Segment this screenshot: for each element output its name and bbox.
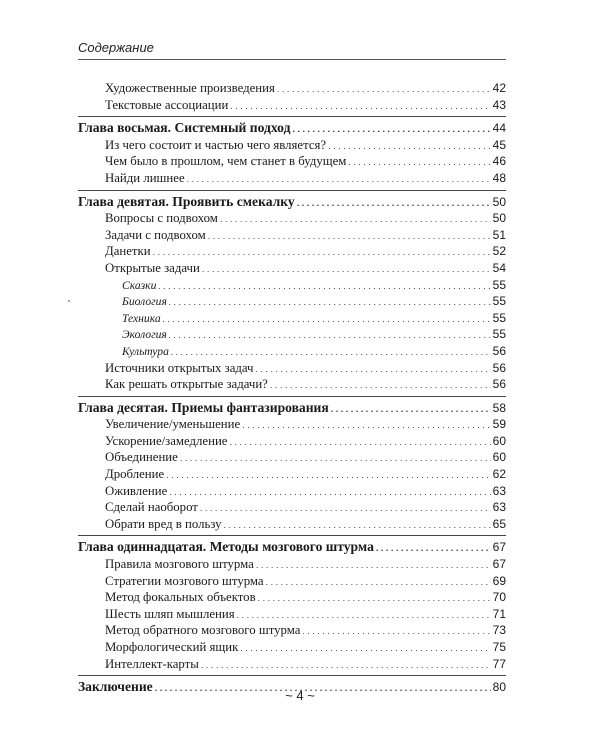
toc-entry-page: 56 bbox=[492, 377, 506, 392]
toc-entry-title: Обрати вред в пользу bbox=[105, 516, 222, 531]
toc-entry-page: 44 bbox=[492, 121, 506, 136]
dot-leader bbox=[237, 607, 491, 624]
toc-entry-title: Глава десятая. Приемы фантазирования bbox=[78, 399, 329, 415]
dot-leader bbox=[230, 98, 490, 115]
dot-leader bbox=[297, 195, 491, 213]
dot-leader bbox=[255, 361, 490, 378]
dot-leader bbox=[331, 401, 491, 419]
dot-leader bbox=[242, 417, 490, 434]
toc-entry-title: Заключение bbox=[78, 679, 153, 695]
dot-leader bbox=[166, 467, 490, 484]
toc-entry[interactable] bbox=[78, 376, 506, 393]
dot-leader bbox=[220, 211, 491, 228]
toc-chapter-entry[interactable] bbox=[78, 538, 506, 556]
toc-section bbox=[78, 535, 506, 672]
toc-entry-title: Сказки bbox=[122, 278, 157, 292]
toc-entry[interactable] bbox=[78, 326, 506, 343]
toc-entry-title: Текстовые ассоциации bbox=[105, 97, 229, 112]
toc-entry-page: 43 bbox=[492, 97, 506, 112]
toc-entry[interactable] bbox=[78, 639, 506, 656]
toc-entry-title: Увеличение/уменьшение bbox=[105, 417, 241, 432]
toc-entry-title: Как решать открытые задачи? bbox=[105, 377, 268, 392]
toc-entry-page: 55 bbox=[492, 310, 506, 325]
toc-entry[interactable] bbox=[78, 243, 506, 260]
toc-entry[interactable] bbox=[78, 153, 506, 170]
toc-entry-title: Метод фокальных объектов bbox=[105, 590, 256, 605]
toc-entry[interactable] bbox=[78, 433, 506, 450]
toc-entry-page: 56 bbox=[492, 360, 506, 375]
toc-entry-page: 77 bbox=[492, 656, 506, 671]
dot-leader bbox=[328, 138, 491, 155]
dot-leader bbox=[200, 500, 491, 517]
dot-leader bbox=[158, 278, 490, 295]
toc-entry-title: Глава девятая. Проявить смекалку bbox=[78, 193, 295, 209]
toc-entry-page: 54 bbox=[492, 260, 506, 275]
toc-entry-title: Объединение bbox=[105, 450, 178, 465]
dot-leader bbox=[224, 517, 491, 534]
toc-entry-title: Оживление bbox=[105, 483, 168, 498]
toc-entry-page: 55 bbox=[492, 327, 506, 342]
toc-entry[interactable] bbox=[78, 622, 506, 639]
toc-entry-title: Дробление bbox=[105, 467, 165, 482]
toc-entry-page: 65 bbox=[492, 516, 506, 531]
toc-entry-title: Техника bbox=[122, 311, 161, 325]
toc-chapter-entry[interactable] bbox=[78, 193, 506, 211]
toc-entry-page: 55 bbox=[492, 277, 506, 292]
toc-entry-title: Метод обратного мозгового штурма bbox=[105, 623, 301, 638]
toc-entry-page: 71 bbox=[492, 606, 506, 621]
toc-entry-page: 67 bbox=[492, 540, 506, 555]
toc-entry-title: Из чего состоит и частью чего является? bbox=[105, 137, 327, 152]
toc-entry-page: 48 bbox=[492, 170, 506, 185]
toc-entry-title: Глава одиннадцатая. Методы мозгового штурма bbox=[78, 539, 374, 555]
dot-leader bbox=[169, 327, 491, 344]
toc-entry[interactable] bbox=[78, 170, 506, 187]
toc-entry[interactable] bbox=[78, 466, 506, 483]
toc-entry-title: Шесть шляп мышления bbox=[105, 606, 235, 621]
toc-entry-title: Найди лишнее bbox=[105, 170, 185, 185]
dot-leader bbox=[302, 623, 490, 640]
dot-leader bbox=[240, 640, 490, 657]
toc-section bbox=[78, 396, 506, 533]
scan-speck bbox=[68, 300, 70, 302]
toc-entry[interactable] bbox=[78, 556, 506, 573]
dot-leader bbox=[208, 228, 491, 245]
toc-entry-page: 50 bbox=[492, 194, 506, 209]
dot-leader bbox=[201, 657, 491, 674]
dot-leader bbox=[348, 154, 490, 171]
toc-entry-page: 58 bbox=[492, 400, 506, 415]
toc-entry-page: 52 bbox=[492, 244, 506, 259]
toc-entry-page: 69 bbox=[492, 573, 506, 588]
page-number: ~ 4 ~ bbox=[285, 688, 315, 703]
toc-entry-title: Стратегии мозгового штурма bbox=[105, 573, 264, 588]
toc-entry-title: Экология bbox=[122, 328, 167, 342]
toc-entry-title: Глава восьмая. Системный подход bbox=[78, 120, 291, 136]
toc-entry-title: Источники открытых задач bbox=[105, 360, 254, 375]
toc-entry-title: Биология bbox=[122, 295, 167, 309]
toc-entry-title: Вопросы с подвохом bbox=[105, 211, 218, 226]
toc-entry-title: Художественные произведения bbox=[105, 81, 275, 95]
toc-entry-page: 46 bbox=[492, 154, 506, 169]
dot-leader bbox=[277, 81, 491, 98]
toc-entry[interactable] bbox=[78, 449, 506, 466]
toc-entry-title: Задачи с подвохом bbox=[105, 227, 206, 242]
toc-entry[interactable] bbox=[78, 260, 506, 277]
header-rule bbox=[78, 59, 506, 60]
toc-entry-title: Данетки bbox=[105, 244, 151, 259]
toc-entry-page: 59 bbox=[492, 417, 506, 432]
toc-entry[interactable] bbox=[78, 97, 506, 114]
dot-leader bbox=[266, 574, 491, 591]
toc-entry-page: 50 bbox=[492, 211, 506, 226]
toc-entry-page: 67 bbox=[492, 557, 506, 572]
dot-leader bbox=[256, 557, 491, 574]
toc-entry-page: 45 bbox=[492, 137, 506, 152]
toc-entry-page: 60 bbox=[492, 433, 506, 448]
dot-leader bbox=[153, 244, 491, 261]
toc-entry-title: Ускорение/замедление bbox=[105, 433, 228, 448]
dot-leader bbox=[258, 590, 491, 607]
toc-entry-page: 70 bbox=[492, 590, 506, 605]
dot-leader bbox=[163, 311, 491, 328]
toc-entry[interactable] bbox=[78, 80, 506, 97]
toc-section bbox=[78, 190, 506, 393]
dot-leader bbox=[187, 171, 491, 188]
toc-entry-page: 80 bbox=[492, 680, 506, 695]
toc-entry-page: 56 bbox=[492, 343, 506, 358]
toc-entry-page: 42 bbox=[492, 81, 506, 95]
toc-section bbox=[78, 116, 506, 186]
toc-entry[interactable] bbox=[78, 137, 506, 154]
toc-entry-title: Открытые задачи bbox=[105, 260, 200, 275]
dot-leader bbox=[169, 484, 490, 501]
toc-entry-page: 60 bbox=[492, 450, 506, 465]
dot-leader bbox=[180, 450, 491, 467]
toc-entry[interactable] bbox=[78, 499, 506, 516]
toc-entry-title: Чем было в прошлом, чем станет в будущем bbox=[105, 154, 347, 169]
toc-entry[interactable] bbox=[78, 310, 506, 327]
toc-section bbox=[78, 80, 506, 113]
toc-entry[interactable] bbox=[78, 656, 506, 673]
toc-entry[interactable] bbox=[78, 573, 506, 590]
toc-chapter-entry[interactable] bbox=[78, 119, 506, 137]
toc-entry[interactable] bbox=[78, 516, 506, 533]
toc-entry-page: 73 bbox=[492, 623, 506, 638]
dot-leader bbox=[376, 540, 491, 558]
toc-entry-page: 55 bbox=[492, 294, 506, 309]
dot-leader bbox=[270, 377, 491, 394]
toc-entry[interactable] bbox=[78, 606, 506, 623]
toc-entry-title: Сделай наоборот bbox=[105, 500, 198, 515]
toc-entry-title: Культура bbox=[122, 344, 169, 358]
toc-entry-title: Интеллект-карты bbox=[105, 656, 199, 671]
toc-entry[interactable] bbox=[78, 227, 506, 244]
toc-entry[interactable] bbox=[78, 343, 506, 360]
toc-entry[interactable] bbox=[78, 589, 506, 606]
toc-entry-page: 62 bbox=[492, 467, 506, 482]
toc-entry-page: 63 bbox=[492, 483, 506, 498]
running-head: Содержание bbox=[78, 40, 154, 55]
toc-entry[interactable] bbox=[78, 416, 506, 433]
table-of-contents bbox=[78, 80, 506, 696]
toc-entry-title: Морфологический ящик bbox=[105, 640, 239, 654]
toc-entry[interactable] bbox=[78, 277, 506, 294]
toc-entry-page: 51 bbox=[492, 227, 506, 242]
toc-entry[interactable] bbox=[78, 360, 506, 377]
dot-leader bbox=[229, 434, 490, 451]
dot-leader bbox=[169, 294, 491, 311]
toc-chapter-entry[interactable] bbox=[78, 399, 506, 417]
dot-leader bbox=[171, 344, 491, 361]
toc-entry-title: Правила мозгового штурма bbox=[105, 557, 254, 572]
toc-entry[interactable] bbox=[78, 210, 506, 227]
toc-entry-page: 75 bbox=[492, 640, 506, 654]
toc-entry-page: 63 bbox=[492, 500, 506, 515]
dot-leader bbox=[202, 261, 491, 278]
toc-entry[interactable] bbox=[78, 483, 506, 500]
toc-entry[interactable] bbox=[78, 293, 506, 310]
